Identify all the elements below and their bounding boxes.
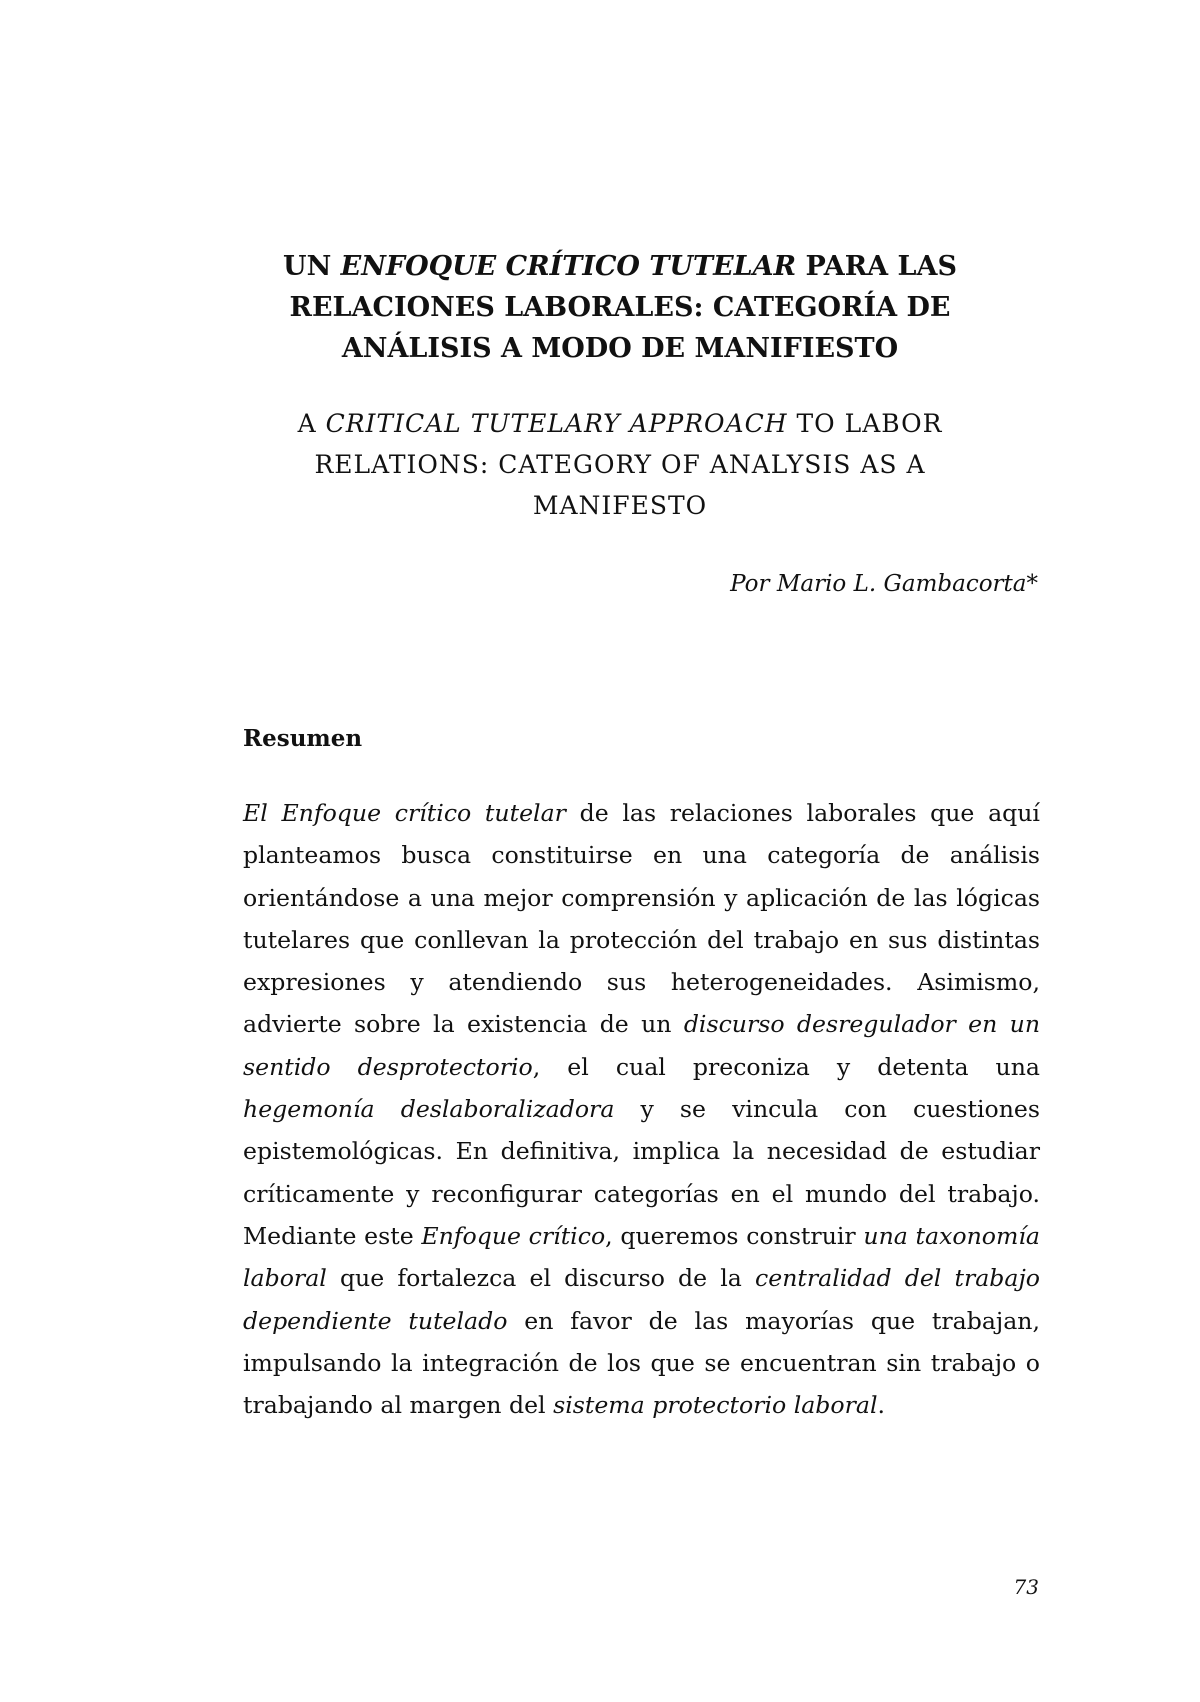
title-english — [240, 403, 1000, 526]
title-english-suffix: TO LABOR RELATIONS: CATEGORY OF ANALYSIS AS A MANIFESTO — [314, 409, 943, 520]
abstract-text-segment: de las relaciones laborales que aquí planteamos busca constituirse en una categoría de análisis orientándose a una mejor comprensión y aplicación de las lógicas tutelares que conllevan la protección del trabajo en sus distintas expresiones y atendiendo sus heterogeneidades. Asimismo, advierte sobre la existencia de un — [243, 799, 1040, 1039]
abstract-text-segment: y se vincula con cuestiones epistemológicas. En definitiva, implica la necesidad de estudiar críticamente y reconfigurar categorías en el mundo del trabajo. Mediante este — [243, 1095, 1040, 1250]
abstract-body — [243, 792, 1040, 1426]
abstract-italic-segment: sistema protectorio laboral — [553, 1391, 878, 1420]
abstract-italic-segment: Enfoque crítico — [421, 1221, 606, 1250]
abstract-italic-segment: una taxonomía laboral — [243, 1221, 1040, 1293]
title-english-prefix: A — [297, 409, 326, 438]
abstract-italic-segment: hegemonía deslaboralizadora — [243, 1095, 615, 1124]
title-spanish-suffix: PARA LAS RELACIONES LABORALES: CATEGORÍA DE ANÁLISIS A MODO DE MANIFIESTO — [289, 251, 957, 364]
abstract-text-segment: , queremos construir — [605, 1221, 864, 1250]
abstract-text-segment: , el cual preconiza y detenta una — [532, 1052, 1040, 1081]
abstract-italic-segment: discurso desregulador en un sentido desprotectorio — [243, 1010, 1041, 1081]
abstract-italic-segment: El Enfoque crítico tutelar — [243, 799, 566, 827]
page-number: 73 — [1013, 1575, 1039, 1599]
title-english-italic: CRITICAL TUTELARY APPROACH — [325, 409, 788, 438]
abstract-text-segment: en favor de las mayorías que trabajan, impulsando la integración de los que se encuentran sin trabajo o trabajando al margen del — [243, 1306, 1040, 1420]
abstract-italic-segment: centralidad del trabajo dependiente tutelado — [243, 1264, 1040, 1335]
title-spanish-italic: ENFOQUE CRÍTICO TUTELAR — [340, 251, 797, 282]
abstract-heading: Resumen — [243, 725, 363, 752]
title-spanish-prefix: UN — [283, 251, 341, 282]
author-byline: Por Mario L. Gambacorta* — [730, 571, 1038, 597]
title-spanish — [240, 246, 1000, 369]
abstract-text-segment: . — [877, 1391, 886, 1420]
abstract-text-segment: que fortalezca el discurso de la — [326, 1264, 756, 1293]
